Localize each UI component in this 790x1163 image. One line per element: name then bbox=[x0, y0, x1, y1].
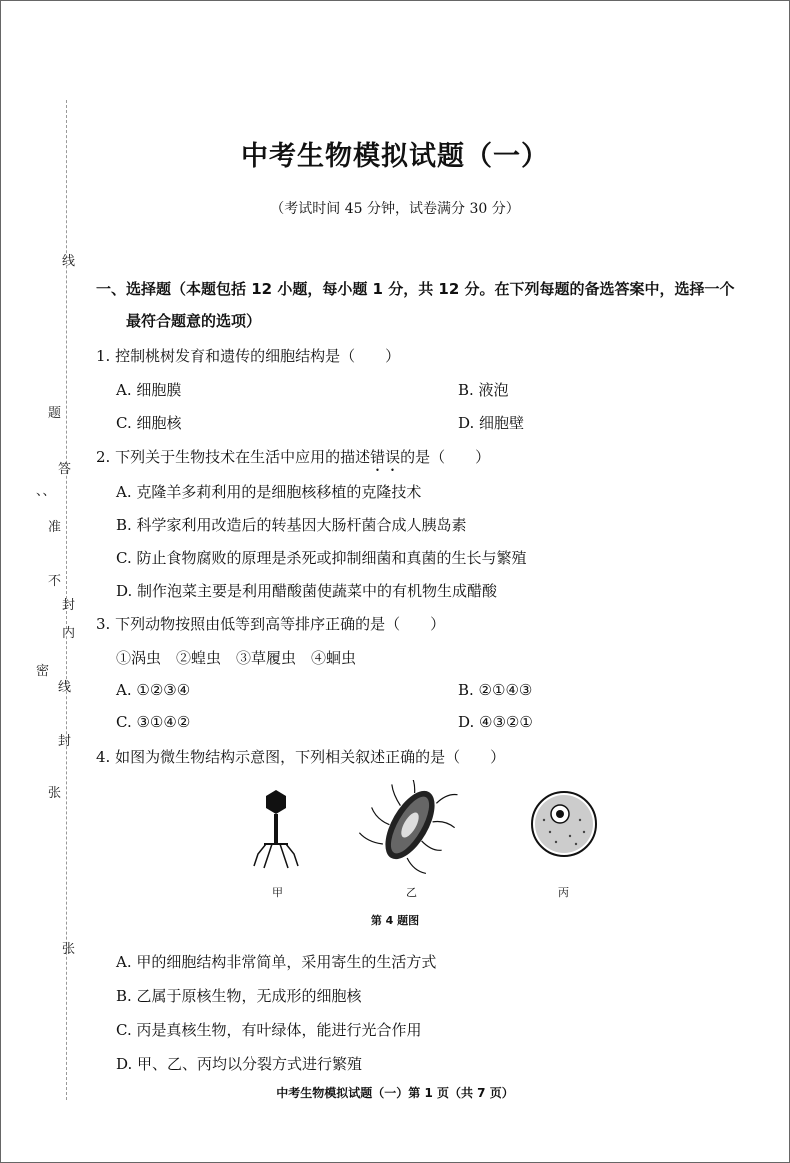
q2-stem-pre: 2. 下列关于生物技术在生活中应用的描述 bbox=[96, 448, 371, 466]
page-title: 中考生物模拟试题（一） bbox=[241, 141, 549, 172]
question-3-stem: 3. 下列动物按照由低等到高等排序正确的是（ ） bbox=[96, 615, 446, 633]
figure-label-jia: 甲 bbox=[272, 886, 283, 899]
question-1-stem: 1. 控制桃树发育和遗传的细胞结构是（ ） bbox=[96, 347, 401, 365]
q2-stem-emphasis: 错误 bbox=[370, 448, 401, 466]
margin-char: 、、 bbox=[36, 484, 56, 499]
q3-option-d: D. ④③②① bbox=[458, 713, 533, 731]
microbe-diagrams bbox=[240, 780, 620, 880]
margin-char: 张 bbox=[62, 942, 76, 957]
yeast-drawing bbox=[532, 792, 596, 856]
margin-char: 题 bbox=[48, 406, 62, 421]
q2-option-c: C. 防止食物腐败的原理是杀死或抑制细菌和真菌的生长与繁殖 bbox=[116, 549, 527, 567]
question-4-stem: 4. 如图为微生物结构示意图，下列相关叙述正确的是（ ） bbox=[96, 748, 506, 766]
margin-char: 线 bbox=[58, 680, 72, 695]
margin-char: 准 bbox=[48, 520, 62, 535]
q1-option-b: B. 液泡 bbox=[458, 381, 509, 399]
margin-char: 封 bbox=[58, 734, 72, 749]
margin-char: 封 bbox=[62, 598, 76, 613]
q2-stem-post: 的是（ ） bbox=[400, 448, 491, 466]
q3-option-a: A. ①②③④ bbox=[116, 681, 191, 699]
q4-option-b: B. 乙属于原核生物，无成形的细胞核 bbox=[116, 987, 362, 1005]
figure-label-bing: 丙 bbox=[558, 886, 569, 899]
q2-option-a: A. 克隆羊多莉利用的是细胞核移植的克隆技术 bbox=[116, 483, 422, 501]
margin-char: 线 bbox=[62, 254, 76, 269]
q1-option-d: D. 细胞壁 bbox=[458, 414, 525, 432]
section-heading-cont: 最符合题意的选项） bbox=[126, 312, 262, 330]
margin-char: 张 bbox=[48, 786, 62, 801]
margin-char: 密 bbox=[36, 664, 50, 679]
question-2-stem bbox=[96, 446, 490, 475]
margin-char: 答 bbox=[58, 462, 72, 477]
bacterium-drawing bbox=[355, 780, 470, 878]
figure-label-yi: 乙 bbox=[406, 886, 417, 899]
q1-option-a: A. 细胞膜 bbox=[116, 381, 182, 399]
section-heading: 一、选择题（本题包括 12 小题，每小题 1 分，共 12 分。在下列每题的备选答案中，选择一个 bbox=[96, 280, 735, 298]
page-footer: 中考生物模拟试题（一）第 1 页（共 7 页） bbox=[276, 1086, 514, 1100]
q3-items: ①涡虫 ②蝗虫 ③草履虫 ④蛔虫 bbox=[116, 649, 357, 667]
q3-option-b: B. ②①④③ bbox=[458, 681, 533, 699]
q3-option-c: C. ③①④② bbox=[116, 713, 191, 731]
exam-info: （考试时间 45 分钟，试卷满分 30 分） bbox=[270, 201, 520, 217]
q2-option-d: D. 制作泡菜主要是利用醋酸菌使蔬菜中的有机物生成醋酸 bbox=[116, 582, 498, 600]
q4-option-c: C. 丙是真核生物，有叶绿体，能进行光合作用 bbox=[116, 1021, 422, 1039]
virus-drawing bbox=[254, 790, 298, 868]
q4-option-d: D. 甲、乙、丙均以分裂方式进行繁殖 bbox=[116, 1055, 363, 1073]
margin-char: 内 bbox=[62, 626, 76, 641]
microbe-figure bbox=[240, 780, 620, 900]
q2-option-b: B. 科学家利用改造后的转基因大肠杆菌合成人胰岛素 bbox=[116, 516, 467, 534]
figure-caption: 第 4 题图 bbox=[370, 914, 420, 927]
margin-char: 不 bbox=[48, 574, 62, 589]
q1-option-c: C. 细胞核 bbox=[116, 414, 182, 432]
q4-option-a: A. 甲的细胞结构非常简单，采用寄生的生活方式 bbox=[116, 953, 437, 971]
